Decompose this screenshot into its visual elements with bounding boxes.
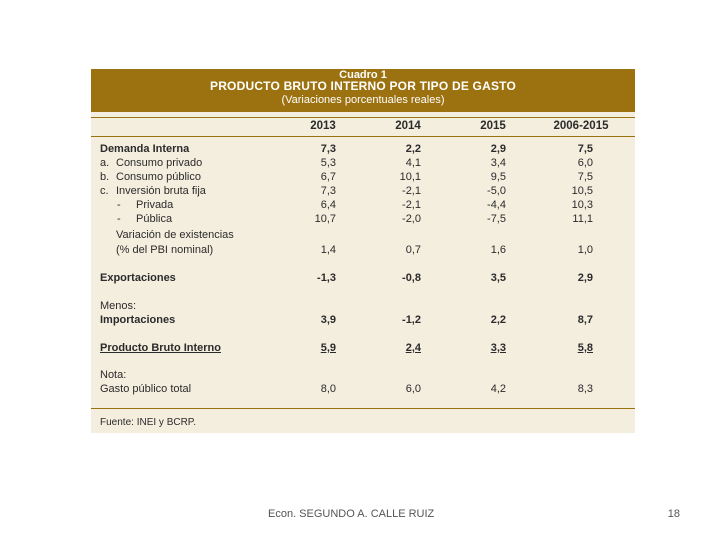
cell: 2,2 bbox=[405, 143, 421, 155]
table-header-banner bbox=[91, 69, 635, 112]
row-label-privada: Privada bbox=[136, 199, 174, 211]
cell: 1,6 bbox=[490, 244, 506, 256]
cell: 2,2 bbox=[490, 314, 506, 326]
table-subtitle: (Variaciones porcentuales reales) bbox=[281, 94, 445, 106]
cell: 8,3 bbox=[577, 383, 593, 395]
cell: 7,3 bbox=[320, 185, 336, 197]
cell: 9,5 bbox=[490, 171, 506, 183]
col-header-2015: 2015 bbox=[480, 120, 506, 132]
cell: -7,5 bbox=[487, 213, 506, 225]
cell: 7,5 bbox=[577, 171, 593, 183]
cell: 1,0 bbox=[577, 244, 593, 256]
cell: 6,7 bbox=[320, 171, 336, 183]
cell: 4,1 bbox=[405, 157, 421, 169]
rule-below-header bbox=[91, 136, 635, 137]
row-label-pbi: Producto Bruto Interno bbox=[100, 342, 221, 354]
cell: 7,5 bbox=[577, 143, 593, 155]
cell: 3,4 bbox=[490, 157, 506, 169]
cell: 7,3 bbox=[320, 143, 336, 155]
row-prefix: c. bbox=[100, 185, 109, 197]
row-prefix: b. bbox=[100, 171, 110, 183]
row-label-nota: Nota: bbox=[100, 369, 127, 381]
cell: 3,5 bbox=[490, 272, 506, 284]
row-label-consumo-privado: Consumo privado bbox=[116, 157, 203, 169]
cell: -5,0 bbox=[487, 185, 506, 197]
page-number: 18 bbox=[667, 508, 680, 520]
row-prefix: - bbox=[117, 213, 121, 225]
footer-author: Econ. SEGUNDO A. CALLE RUIZ bbox=[268, 508, 435, 520]
cell: -2,1 bbox=[402, 199, 421, 211]
cell: 0,7 bbox=[405, 244, 421, 256]
cell: -1,2 bbox=[402, 314, 421, 326]
row-prefix: a. bbox=[100, 157, 110, 169]
cell: 6,0 bbox=[577, 157, 593, 169]
row-prefix: - bbox=[117, 199, 121, 211]
cell: 10,3 bbox=[571, 199, 593, 211]
col-header-2013: 2013 bbox=[310, 120, 336, 132]
cell: 2,9 bbox=[577, 272, 593, 284]
cell: -1,3 bbox=[317, 272, 336, 284]
cell: 5,9 bbox=[320, 342, 336, 354]
cell: 1,4 bbox=[320, 244, 336, 256]
cell: 8,7 bbox=[577, 314, 593, 326]
cell: 3,9 bbox=[320, 314, 336, 326]
col-header-2006-2015: 2006-2015 bbox=[553, 120, 609, 132]
cell: 8,0 bbox=[320, 383, 336, 395]
cell: 2,9 bbox=[490, 143, 506, 155]
row-label-demanda-interna: Demanda Interna bbox=[100, 143, 190, 155]
gdp-expenditure-table bbox=[91, 69, 635, 433]
row-label-importaciones: Importaciones bbox=[100, 314, 176, 326]
row-label-variacion-note: (% del PBI nominal) bbox=[116, 244, 214, 256]
row-label-gasto-publico: Gasto público total bbox=[100, 383, 192, 395]
cell: 6,0 bbox=[405, 383, 421, 395]
rule-top bbox=[91, 117, 635, 118]
cell: 4,2 bbox=[490, 383, 506, 395]
cell: 2,4 bbox=[405, 342, 421, 354]
table-number: Cuadro 1 bbox=[339, 69, 387, 81]
row-label-consumo-publico: Consumo público bbox=[116, 171, 201, 183]
cell: 5,8 bbox=[577, 342, 593, 354]
cell: -4,4 bbox=[487, 199, 506, 211]
rule-bottom bbox=[91, 408, 635, 409]
cell: 3,3 bbox=[490, 342, 506, 354]
row-label-exportaciones: Exportaciones bbox=[100, 272, 176, 284]
col-header-2014: 2014 bbox=[395, 120, 421, 132]
cell: 5,3 bbox=[320, 157, 336, 169]
cell: 11,1 bbox=[572, 213, 593, 225]
cell: 10,5 bbox=[571, 185, 593, 197]
cell: -2,1 bbox=[402, 185, 421, 197]
row-label-menos: Menos: bbox=[100, 300, 137, 312]
cell: 10,7 bbox=[314, 213, 336, 225]
cell: -0,8 bbox=[402, 272, 421, 284]
cell: 10,1 bbox=[399, 171, 421, 183]
row-label-inversion: Inversión bruta fija bbox=[116, 185, 206, 197]
cell: 6,4 bbox=[320, 199, 336, 211]
table-title: PRODUCTO BRUTO INTERNO POR TIPO DE GASTO bbox=[209, 79, 517, 93]
row-label-publica: Pública bbox=[136, 213, 173, 225]
cell: -2,0 bbox=[402, 213, 421, 225]
row-label-variacion: Variación de existencias bbox=[116, 229, 234, 241]
table-source: Fuente: INEI y BCRP. bbox=[100, 417, 196, 428]
